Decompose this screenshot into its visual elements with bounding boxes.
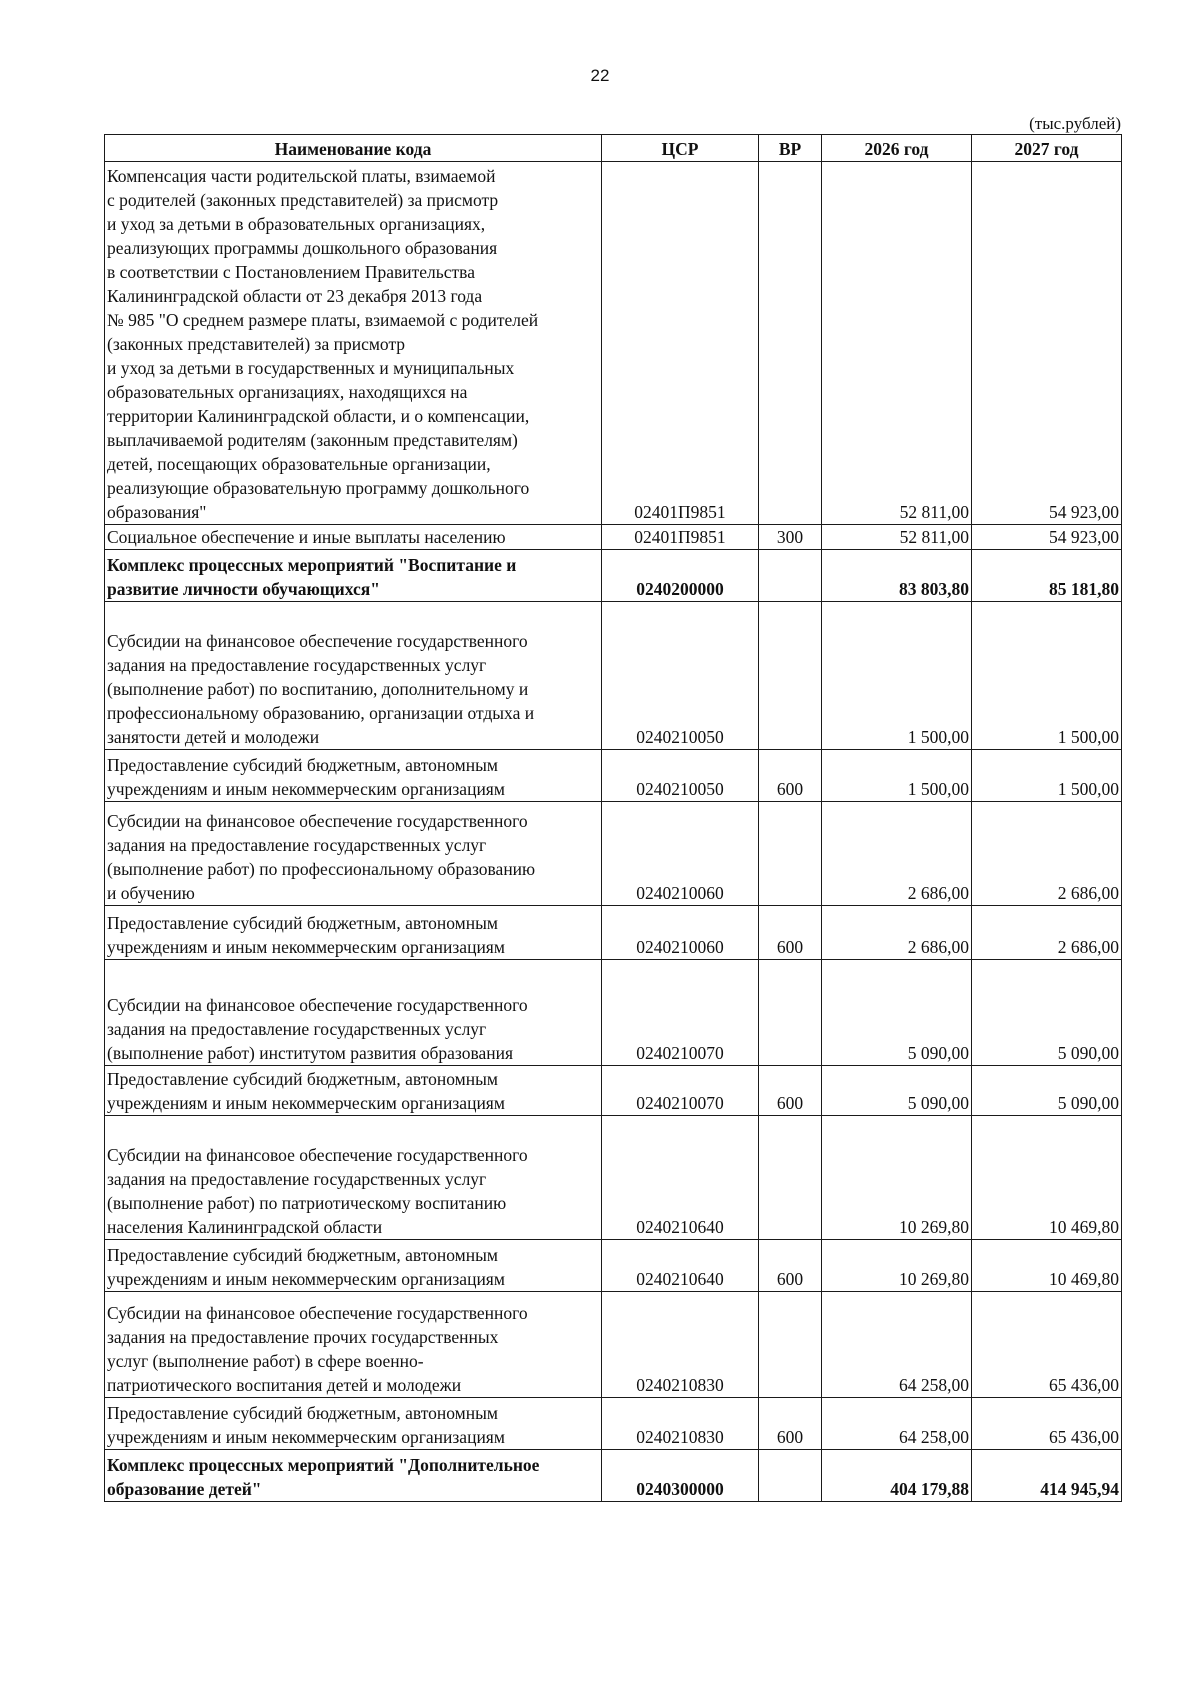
row-2026: 2 686,00: [822, 906, 972, 960]
row-csr: 0240210640: [602, 1116, 759, 1240]
row-2026: 64 258,00: [822, 1292, 972, 1398]
row-name: Социальное обеспечение и иные выплаты населению: [105, 525, 602, 550]
row-csr: 0240210830: [602, 1398, 759, 1450]
row-csr: 0240210060: [602, 802, 759, 906]
row-csr: 0240210050: [602, 750, 759, 802]
row-csr: 0240210070: [602, 960, 759, 1066]
budget-table: [104, 134, 1122, 1502]
table-row: [105, 1398, 1122, 1450]
row-2027: 85 181,80: [972, 550, 1122, 602]
row-name: Предоставление субсидий бюджетным, автономным учреждениям и иным некоммерческим организациям: [105, 750, 602, 802]
row-vr: [759, 602, 822, 750]
row-csr: 0240210830: [602, 1292, 759, 1398]
row-2026: 404 179,88: [822, 1450, 972, 1502]
row-csr: 0240200000: [602, 550, 759, 602]
row-csr: 0240210070: [602, 1066, 759, 1116]
table-header-row: [105, 135, 1122, 162]
row-2027: 54 923,00: [972, 525, 1122, 550]
row-csr: 0240300000: [602, 1450, 759, 1502]
row-2027: 10 469,80: [972, 1240, 1122, 1292]
row-2026: 5 090,00: [822, 960, 972, 1066]
row-2027: 5 090,00: [972, 960, 1122, 1066]
row-name: Комплекс процессных мероприятий "Дополнительное образование детей": [105, 1450, 602, 1502]
table-row: [105, 960, 1122, 1066]
units-label: (тыс.рублей): [1029, 114, 1121, 133]
row-vr: [759, 162, 822, 525]
row-vr: 600: [759, 750, 822, 802]
row-csr: 0240210060: [602, 906, 759, 960]
row-2027: 2 686,00: [972, 802, 1122, 906]
row-2026: 83 803,80: [822, 550, 972, 602]
table-row: [105, 550, 1122, 602]
row-2026: 52 811,00: [822, 162, 972, 525]
row-name: Предоставление субсидий бюджетным, автономным учреждениям и иным некоммерческим организациям: [105, 906, 602, 960]
row-2027: 54 923,00: [972, 162, 1122, 525]
row-vr: [759, 550, 822, 602]
row-2027: 414 945,94: [972, 1450, 1122, 1502]
table-row: [105, 802, 1122, 906]
row-name: Субсидии на финансовое обеспечение государственного задания на предоставление государственных услуг (выполнение работ) институтом развития образования: [105, 960, 602, 1066]
header-2026: 2026 год: [822, 135, 972, 162]
row-vr: 600: [759, 1240, 822, 1292]
row-name: Субсидии на финансовое обеспечение государственного задания на предоставление государственных услуг (выполнение работ) по воспитанию, дополнительному и профессиональному образованию, организации отдыха и занятости детей и молодежи: [105, 602, 602, 750]
row-name: Субсидии на финансовое обеспечение государственного задания на предоставление прочих государственных услуг (выполнение работ) в сфере военно- патриотического воспитания детей и молодежи: [105, 1292, 602, 1398]
row-vr: [759, 802, 822, 906]
header-vr: ВР: [759, 135, 822, 162]
row-vr: 600: [759, 1066, 822, 1116]
row-csr: 0240210640: [602, 1240, 759, 1292]
row-2026: 2 686,00: [822, 802, 972, 906]
row-name: Субсидии на финансовое обеспечение государственного задания на предоставление государственных услуг (выполнение работ) по патриотическому воспитанию населения Калининградской области: [105, 1116, 602, 1240]
header-csr: ЦСР: [602, 135, 759, 162]
table-row: [105, 162, 1122, 525]
row-2026: 64 258,00: [822, 1398, 972, 1450]
row-csr: 02401П9851: [602, 162, 759, 525]
row-2027: 5 090,00: [972, 1066, 1122, 1116]
table-row: [105, 525, 1122, 550]
row-2026: 1 500,00: [822, 602, 972, 750]
table-row: [105, 1066, 1122, 1116]
row-2026: 52 811,00: [822, 525, 972, 550]
table-row: [105, 1240, 1122, 1292]
row-vr: 600: [759, 1398, 822, 1450]
row-csr: 0240210050: [602, 602, 759, 750]
row-vr: 300: [759, 525, 822, 550]
table-row: [105, 1116, 1122, 1240]
row-vr: [759, 960, 822, 1066]
row-2026: 1 500,00: [822, 750, 972, 802]
page-number: 22: [590, 66, 610, 85]
row-2027: 65 436,00: [972, 1292, 1122, 1398]
row-csr: 02401П9851: [602, 525, 759, 550]
row-2027: 2 686,00: [972, 906, 1122, 960]
row-vr: [759, 1292, 822, 1398]
row-2026: 10 269,80: [822, 1116, 972, 1240]
row-2027: 10 469,80: [972, 1116, 1122, 1240]
header-2027: 2027 год: [972, 135, 1122, 162]
row-2027: 65 436,00: [972, 1398, 1122, 1450]
row-vr: [759, 1116, 822, 1240]
header-name: Наименование кода: [105, 135, 602, 162]
table-row: [105, 1450, 1122, 1502]
row-2026: 10 269,80: [822, 1240, 972, 1292]
row-2026: 5 090,00: [822, 1066, 972, 1116]
row-vr: 600: [759, 906, 822, 960]
table-row: [105, 1292, 1122, 1398]
row-name: Субсидии на финансовое обеспечение государственного задания на предоставление государственных услуг (выполнение работ) по профессиональному образованию и обучению: [105, 802, 602, 906]
row-name: Компенсация части родительской платы, взимаемой с родителей (законных представителей) за присмотр и уход за детьми в образовательных организациях, реализующих программы дошкольного образования в соответствии с Постановлением Правительства Калининградской области от 23 декабря 2013 года № 985 "О среднем размере платы, взимаемой с родителей (законных представителей) за присмотр и уход за детьми в государственных и муниципальных образовательных организациях, находящихся на территории Калининградской области, и о компенсации, выплачиваемой родителям (законным представителям) детей, посещающих образовательные организации, реализующие образовательную программу дошкольного образования": [105, 162, 602, 525]
table-row: [105, 906, 1122, 960]
row-2027: 1 500,00: [972, 602, 1122, 750]
row-vr: [759, 1450, 822, 1502]
row-2027: 1 500,00: [972, 750, 1122, 802]
row-name: Предоставление субсидий бюджетным, автономным учреждениям и иным некоммерческим организациям: [105, 1398, 602, 1450]
table-row: [105, 750, 1122, 802]
row-name: Предоставление субсидий бюджетным, автономным учреждениям и иным некоммерческим организациям: [105, 1066, 602, 1116]
row-name: Комплекс процессных мероприятий "Воспитание и развитие личности обучающихся": [105, 550, 602, 602]
table-row: [105, 602, 1122, 750]
row-name: Предоставление субсидий бюджетным, автономным учреждениям и иным некоммерческим организациям: [105, 1240, 602, 1292]
